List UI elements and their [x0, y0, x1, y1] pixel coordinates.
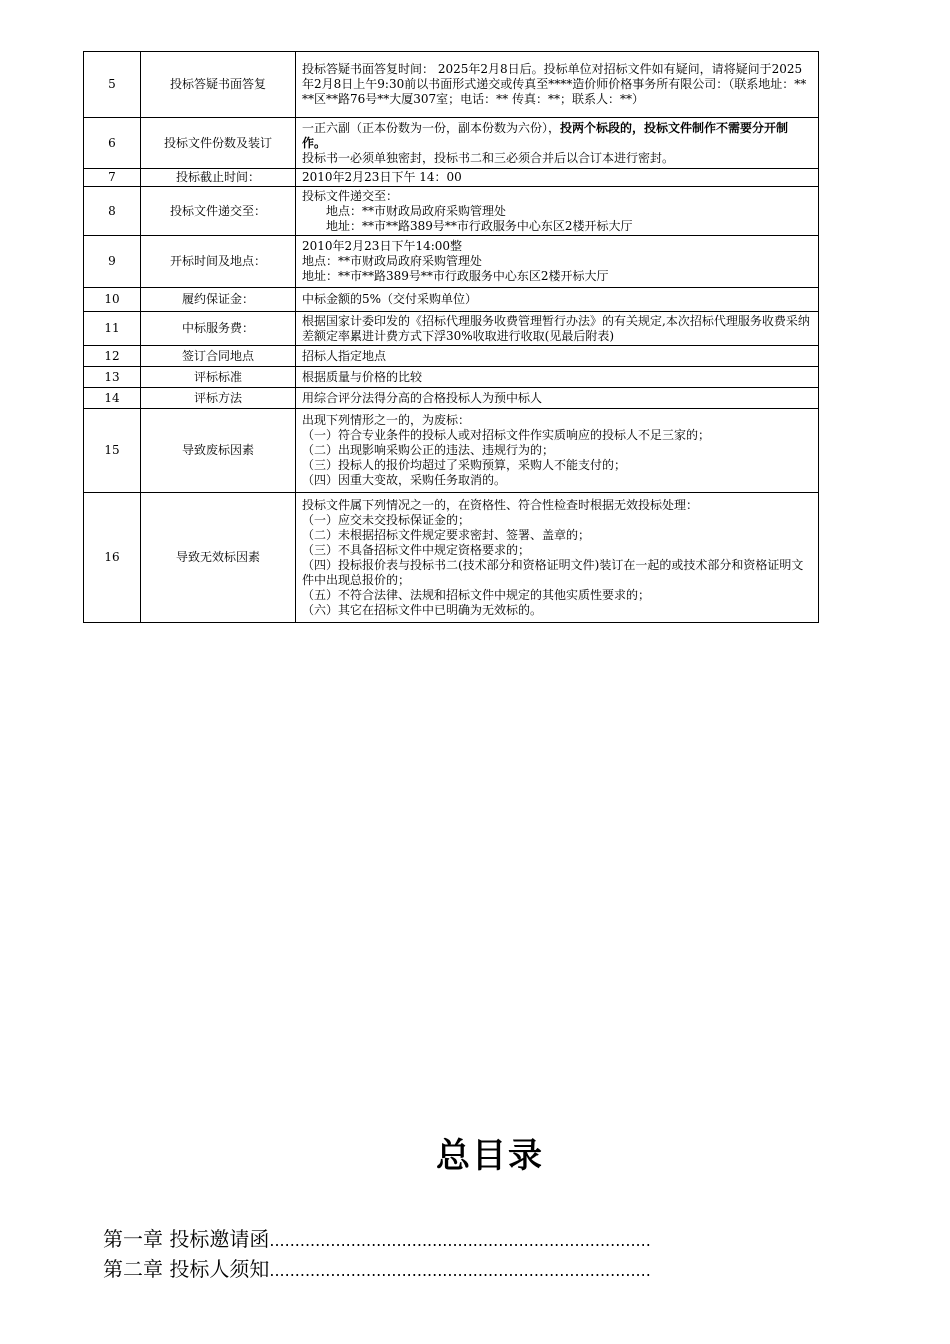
row-number: 14: [84, 388, 141, 409]
toc-item[interactable]: [103, 1225, 763, 1255]
table-row: [84, 409, 819, 493]
content-line: 招标人指定地点: [302, 348, 387, 363]
row-item: 投标文件递交至：: [141, 187, 296, 236]
content-line: 投标文件递交至：: [302, 188, 399, 203]
toc-leader-dots: ...........................................................................: [269, 1231, 651, 1250]
table-row: [84, 288, 819, 312]
row-number: 15: [84, 409, 141, 493]
content-line: 2010年2月23日下午 14：00: [302, 170, 462, 184]
content-line: （二）出现影响采购公正的违法、违规行为的；: [302, 443, 555, 457]
row-content: [296, 118, 819, 169]
content-line: （四）因重大变故，采购任务取消的。: [302, 473, 507, 487]
row-number: 11: [84, 312, 141, 346]
row-content: [296, 367, 819, 388]
table-row: [84, 367, 819, 388]
table-row: [84, 346, 819, 367]
content-line: （二）未根据招标文件规定要求密封、签署、盖章的；: [302, 527, 591, 542]
toc-item-label: 第一章 投标邀请函: [103, 1227, 270, 1251]
table-of-contents: [103, 1225, 763, 1285]
row-item: 投标文件份数及装订: [141, 118, 296, 169]
bid-info-table: [83, 51, 819, 623]
row-item: 履约保证金：: [141, 288, 296, 312]
row-number: 16: [84, 493, 141, 623]
content-line: 中标金额的5%（交付采购单位）: [302, 292, 478, 306]
row-item: 导致废标因素: [141, 409, 296, 493]
row-item: 导致无效标因素: [141, 493, 296, 623]
row-number: 10: [84, 288, 141, 312]
content-line: 2010年2月23日下午14:00整: [302, 239, 463, 253]
content-line: 地址：**市**路389号**市行政服务中心东区2楼开标大厅: [302, 269, 609, 283]
row-content: [296, 288, 819, 312]
row-content: [296, 52, 819, 118]
table-row: [84, 169, 819, 187]
content-line: 用综合评分法得分高的合格投标人为预中标人: [302, 390, 543, 405]
row-item: 投标截止时间：: [141, 169, 296, 187]
table-row: [84, 118, 819, 169]
row-number: 7: [84, 169, 141, 187]
content-line: 投标书一必须单独密封，投标书二和三必须合并后以合订本进行密封。: [302, 150, 675, 165]
content-line: （一）应交未交投标保证金的；: [302, 512, 471, 527]
row-number: 9: [84, 236, 141, 288]
row-content: [296, 388, 819, 409]
content-line: 一正六副（正本份数为一份，副本份数为六份），: [302, 120, 561, 135]
row-item: 评标方法: [141, 388, 296, 409]
content-line: 地点：**市财政局政府采购管理处: [326, 203, 507, 218]
toc-item-label: 第二章 投标人须知: [103, 1257, 270, 1281]
row-number: 6: [84, 118, 141, 169]
content-line: （一）符合专业条件的投标人或对招标文件作实质响应的投标人不足三家的；: [302, 428, 711, 442]
row-item: 中标服务费：: [141, 312, 296, 346]
table-row: [84, 236, 819, 288]
row-content: [296, 187, 819, 236]
row-item: 签订合同地点: [141, 346, 296, 367]
content-line: 地址：**市**路389号**市行政服务中心东区2楼开标大厅: [326, 218, 633, 233]
content-line: （五）不符合法律、法规和招标文件中规定的其他实质性要求的；: [302, 587, 651, 602]
content-line: （三）不具备招标文件中规定资格要求的；: [302, 542, 531, 557]
row-item: 开标时间及地点：: [141, 236, 296, 288]
content-line: 出现下列情形之一的，为废标：: [302, 413, 471, 427]
row-item: 投标答疑书面答复: [141, 52, 296, 118]
content-line: （四）投标报价表与投标书二(技术部分和资格证明文件)装订在一起的或技术部分和资格证明文件中出现总报价的；: [302, 557, 804, 587]
content-bold-line: 投两个标段的，投标文件制作不需要分开制作。: [302, 120, 789, 150]
content-line: 投标文件属下列情况之一的，在资格性、符合性检查时根据无效投标处理：: [302, 497, 699, 512]
row-item: 评标标准: [141, 367, 296, 388]
content-line: 地点：**市财政局政府采购管理处: [302, 254, 483, 268]
row-number: 5: [84, 52, 141, 118]
content-line: （三）投标人的报价均超过了采购预算，采购人不能支付的；: [302, 458, 627, 472]
row-number: 12: [84, 346, 141, 367]
row-content: [296, 312, 819, 346]
toc-item[interactable]: [103, 1255, 763, 1285]
row-content: [296, 169, 819, 187]
table-row: [84, 493, 819, 623]
toc-title: 总目录: [436, 1136, 544, 1176]
table-row: [84, 187, 819, 236]
content-line: 投标答疑书面答复时间： 2025年2月8日后。投标单位对招标文件如有疑问，请将疑问于2025年2月8日上午9:30前以书面形式递交或传真至****造价师价格事务所有限公司：（联系地址：****区**路76号**大厦307室；电话：** 传真：**；联系人：**）: [302, 62, 807, 106]
row-content: [296, 236, 819, 288]
table-row: [84, 52, 819, 118]
table-row: [84, 312, 819, 346]
row-content: [296, 346, 819, 367]
row-content: [296, 493, 819, 623]
row-number: 8: [84, 187, 141, 236]
row-number: 13: [84, 367, 141, 388]
content-line: （六）其它在招标文件中已明确为无效标的。: [302, 602, 543, 617]
content-line: 根据质量与价格的比较: [302, 369, 423, 384]
table-row: [84, 388, 819, 409]
toc-leader-dots: ...........................................................................: [269, 1261, 651, 1280]
content-line: 根据国家计委印发的《招标代理服务收费管理暂行办法》的有关规定,本次招标代理服务收费采纳差额定率累进计费方式下浮30%收取进行收取(见最后附表): [302, 313, 810, 343]
row-content: [296, 409, 819, 493]
